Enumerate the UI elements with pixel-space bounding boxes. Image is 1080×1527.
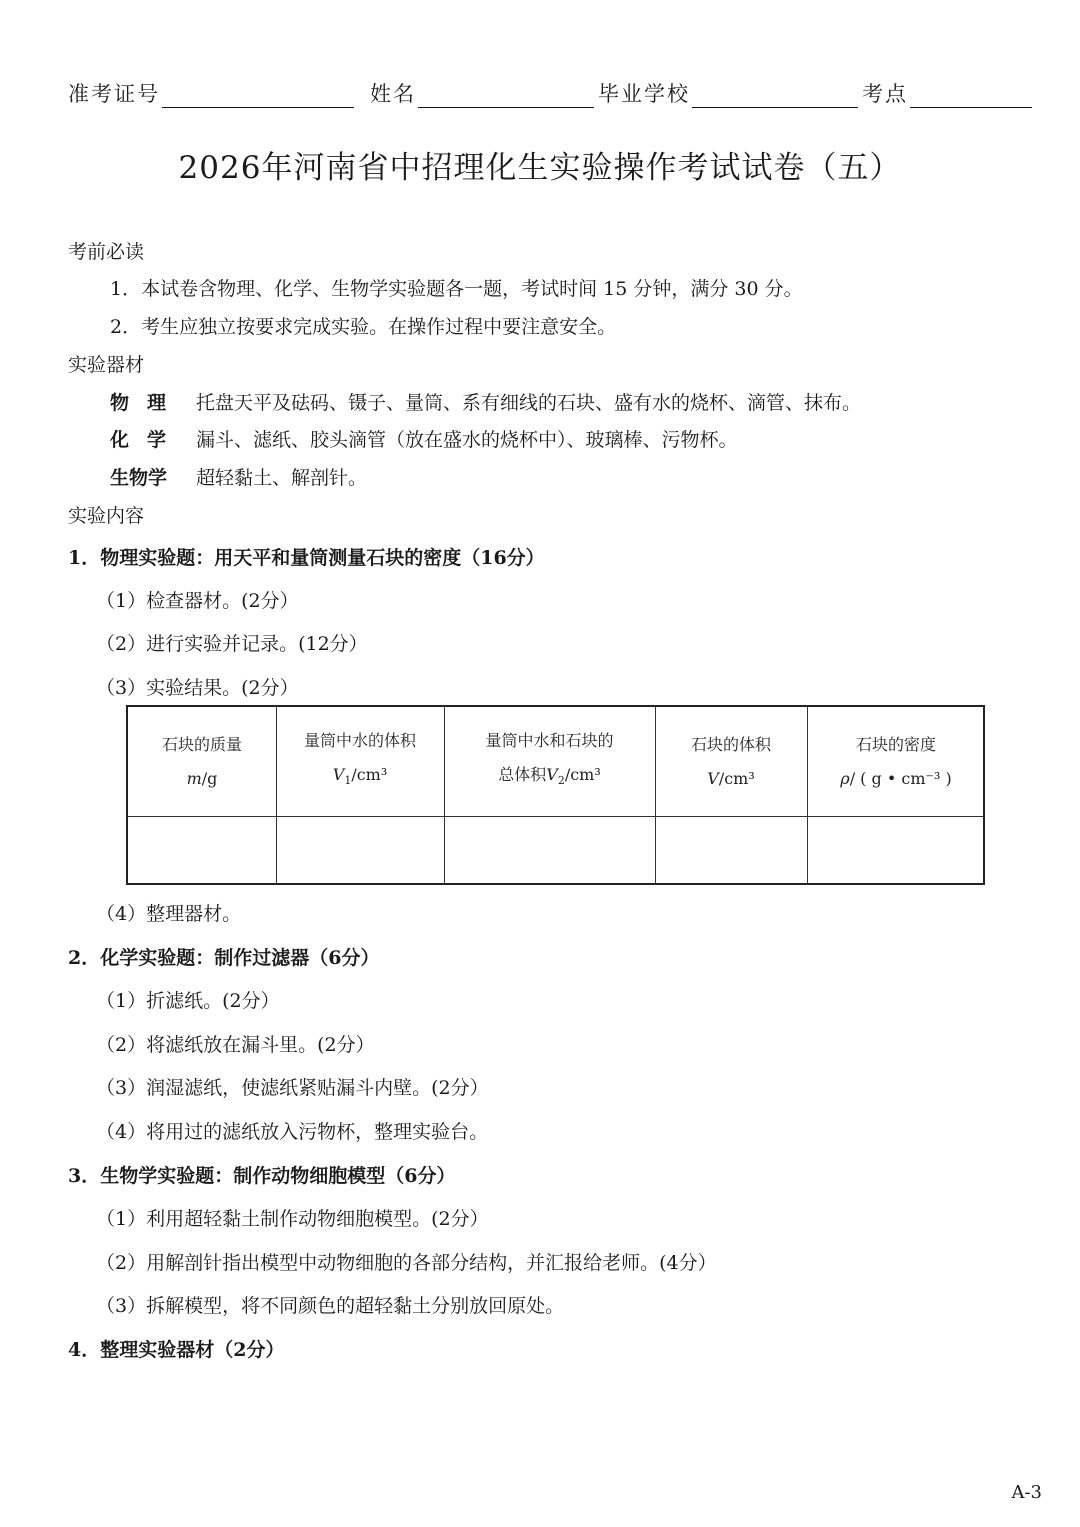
school-label: 毕业学校: [598, 82, 690, 106]
equipment-biology: [110, 464, 367, 492]
content-heading: 实验内容: [68, 505, 145, 527]
q3-step-1: （1）利用超轻黏土制作动物细胞模型。(2分）: [96, 1208, 489, 1230]
page-number: A-3: [1011, 1482, 1042, 1503]
school-field[interactable]: [692, 81, 858, 108]
physics-equipment: 托盘天平及砝码、镊子、量筒、系有细线的石块、盛有水的烧杯、滴管、抹布。: [196, 392, 862, 414]
physics-label: 物理: [110, 392, 185, 414]
header-total-volume: 量筒中水和石块的 总体积$V_2$/cm³: [485, 731, 614, 788]
equipment-chemistry: [110, 426, 738, 454]
q3-step-3: （3）拆解模型，将不同颜色的超轻黏土分别放回原处。: [96, 1295, 565, 1317]
notice-item-2: 2．考生应独立按要求完成实验。在操作过程中要注意安全。: [110, 316, 617, 338]
page-title: 2026年河南省中招理化生实验操作考试试卷（五）: [178, 150, 902, 186]
q1-title: 1．物理实验题：用天平和量筒测量石块的密度（16分）: [68, 547, 545, 569]
answer-cell-density[interactable]: [808, 817, 983, 885]
notice-heading: 考前必读: [68, 241, 145, 263]
chemistry-equipment: 漏斗、滤纸、胶头滴管（放在盛水的烧杯中）、玻璃棒、污物杯。: [196, 429, 738, 451]
q2-step-2: （2）将滤纸放在漏斗里。(2分）: [96, 1034, 375, 1056]
exam-id-field[interactable]: [162, 81, 354, 108]
chemistry-label: 化学: [110, 429, 185, 451]
name-label: 姓名: [370, 82, 416, 106]
biology-label: 生物学: [110, 467, 168, 489]
q2-title: 2．化学实验题：制作过滤器（6分）: [68, 947, 380, 969]
q3-step-2: （2）用解剖针指出模型中动物细胞的各部分结构，并汇报给老师。(4分）: [96, 1252, 717, 1274]
site-field[interactable]: [910, 81, 1032, 108]
q2-step-1: （1）折滤纸。(2分）: [96, 990, 280, 1012]
q2-step-3: （3）润湿滤纸，使滤纸紧贴漏斗内壁。(2分）: [96, 1077, 489, 1099]
q1-step-2: （2）进行实验并记录。(12分）: [96, 633, 368, 655]
header-stone-volume: 石块的体积 V/cm³: [690, 734, 771, 788]
results-table: [126, 705, 985, 885]
q3-title: 3．生物学实验题：制作动物细胞模型（6分）: [68, 1165, 456, 1187]
equipment-physics: [110, 389, 861, 417]
q4-title: 4．整理实验器材（2分）: [68, 1339, 285, 1361]
q1-step-1: （1）检查器材。(2分）: [96, 590, 299, 612]
biology-equipment: 超轻黏土、解剖针。: [196, 467, 368, 489]
answer-cell-total-volume[interactable]: [445, 817, 655, 885]
q1-step-4: （4）整理器材。: [96, 903, 242, 925]
answer-cell-mass[interactable]: [128, 817, 276, 885]
header-stone-mass: 石块的质量 m/g: [161, 734, 242, 788]
header-stone-density: 石块的密度 ρ/ ( g • cm⁻³ ): [840, 734, 952, 788]
answer-cell-water-volume[interactable]: [277, 817, 444, 885]
site-label: 考点: [862, 82, 908, 106]
q1-step-3: （3）实验结果。(2分）: [96, 677, 299, 699]
q2-step-4: （4）将用过的滤纸放入污物杯，整理实验台。: [96, 1121, 489, 1143]
name-field[interactable]: [418, 81, 594, 108]
notice-item-1: 1．本试卷含物理、化学、生物学实验题各一题，考试时间 15 分钟，满分 30 分。: [110, 278, 803, 300]
exam-id-label: 准考证号: [68, 82, 160, 106]
header-water-volume: 量筒中水的体积 $V_1$/cm³: [303, 731, 416, 788]
answer-cell-stone-volume[interactable]: [656, 817, 807, 885]
equipment-heading: 实验器材: [68, 354, 145, 376]
candidate-info-line: [68, 74, 1044, 108]
